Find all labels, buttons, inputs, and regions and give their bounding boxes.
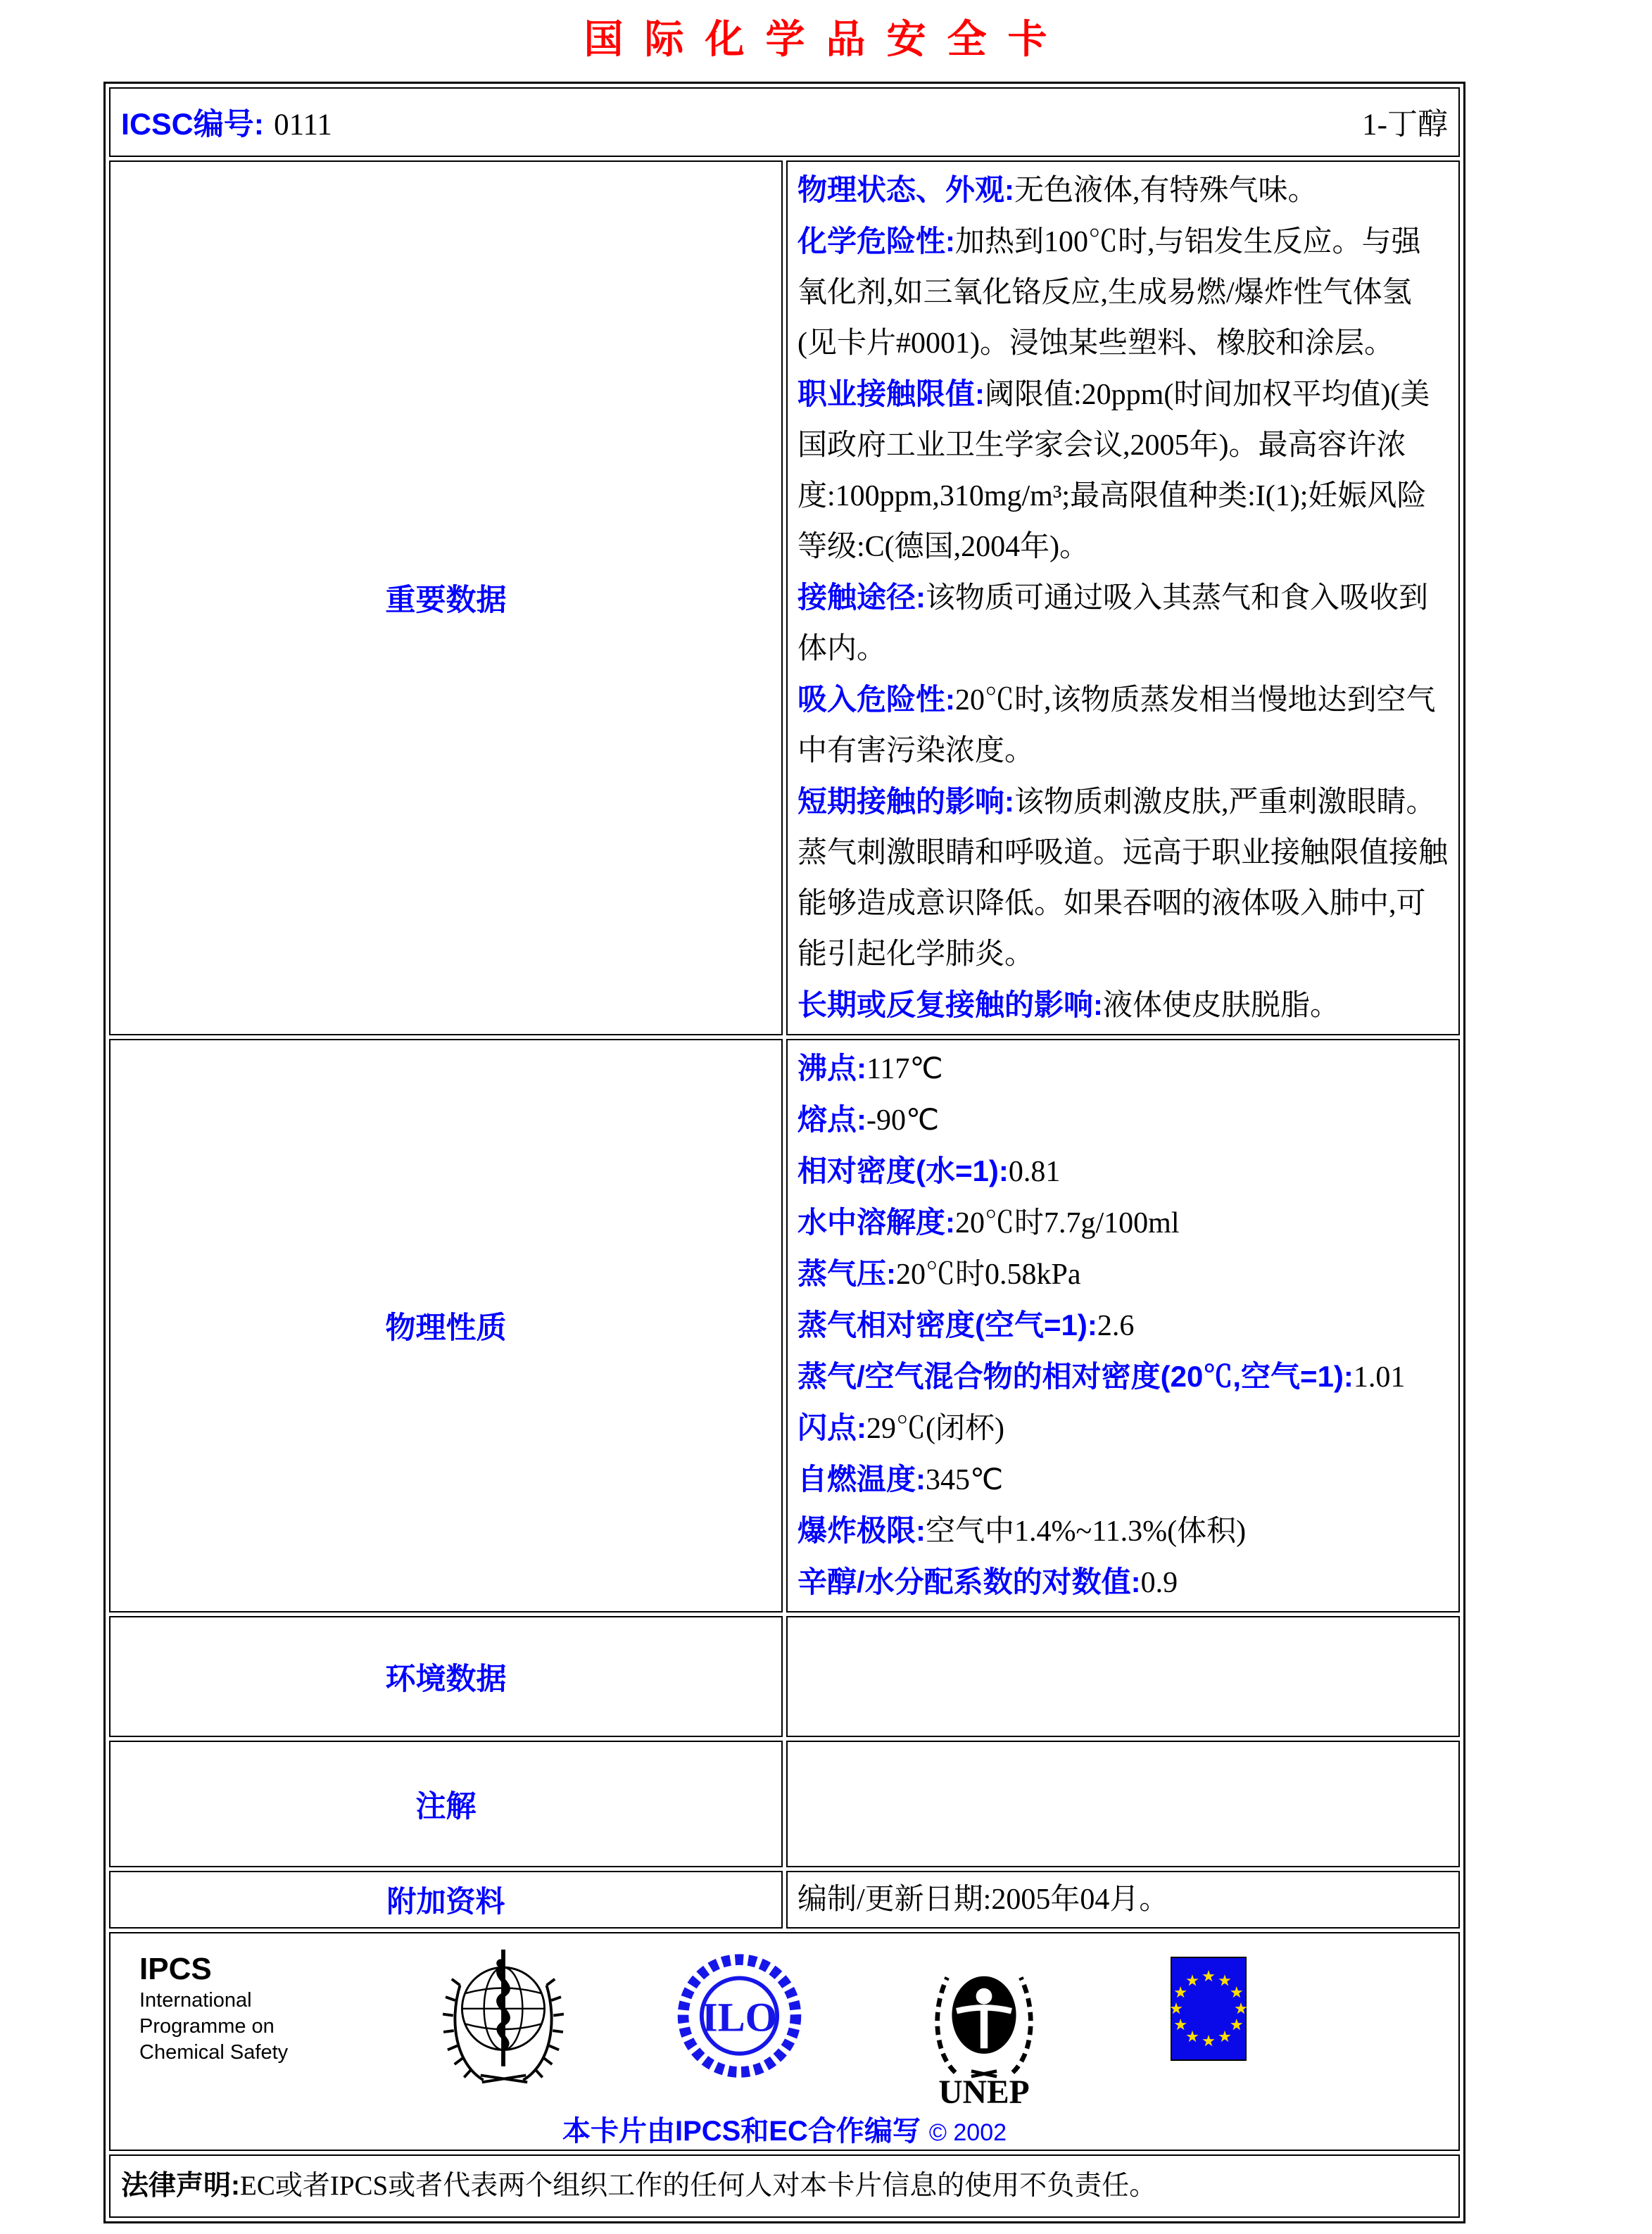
physical-property-item (797, 1197, 1449, 1249)
physical-property-item (797, 1094, 1449, 1146)
item-text: -90℃ (866, 1104, 940, 1137)
legal-notice-label: 法律声明: (121, 2171, 240, 2201)
item-text: 液体使皮肤脱脂。 (1103, 990, 1340, 1022)
item-label: 物理状态、外观: (797, 173, 1014, 206)
icsc-number-value: 0111 (274, 108, 332, 141)
logos-cell (109, 1932, 1460, 2151)
unep-label: UNEP (938, 2074, 1030, 2106)
important-data-item (797, 216, 1449, 369)
icsc-card-table (103, 82, 1465, 2223)
item-text: 该物质可通过吸入其蒸气和食入吸收到体内。 (797, 582, 1429, 665)
item-text: 20℃时0.58kPa (896, 1258, 1081, 1291)
logos-row (109, 1932, 1460, 2151)
important-data-item (797, 369, 1449, 572)
physical-property-item (797, 1043, 1449, 1094)
legal-notice-text: EC或者IPCS或者代表两个组织工作的任何人对本卡片信息的使用不负责任。 (240, 2171, 1157, 2201)
important-data-item (797, 776, 1449, 980)
physical-properties-cell (786, 1039, 1460, 1613)
physical-property-item (797, 1506, 1449, 1557)
header-row (109, 87, 1460, 157)
important-data-row (109, 160, 1460, 1035)
item-label: 长期或反复接触的影响: (797, 988, 1103, 1021)
notes-row (109, 1741, 1460, 1867)
item-text: 加热到100℃时,与铝发生反应。与强氧化剂,如三氧化铬反应,生成易燃/爆炸性气体氢(见卡片#0001)。浸蚀某些塑料、橡胶和涂层。 (797, 226, 1421, 360)
item-text: 29℃(闭杯) (866, 1413, 1004, 1445)
item-label: 爆炸极限: (797, 1514, 926, 1547)
environmental-data-row (109, 1616, 1460, 1737)
row-label-additional-info: 附加资料 (109, 1871, 783, 1929)
additional-info-row (109, 1871, 1460, 1929)
item-label: 闪点: (797, 1411, 866, 1444)
unep-icon (914, 1945, 1054, 2106)
ipcs-block (139, 1945, 351, 2066)
item-text: 0.9 (1140, 1567, 1178, 1599)
item-text: 1.01 (1353, 1361, 1406, 1394)
important-data-item (797, 980, 1449, 1031)
physical-property-item (797, 1403, 1449, 1454)
physical-property-item (797, 1454, 1449, 1506)
page-title: 国际化学品安全卡 (584, 18, 1068, 62)
item-label: 蒸气/空气混合物的相对密度(20℃,空气=1): (797, 1360, 1354, 1393)
item-text: 345℃ (926, 1464, 1004, 1496)
caption-text: 本卡片由IPCS和EC合作编写 (562, 2116, 921, 2147)
important-data-item (797, 165, 1449, 216)
icsc-number-label: ICSC编号: (121, 108, 265, 141)
physical-property-item (797, 1249, 1449, 1300)
item-label: 化学危险性: (797, 225, 955, 258)
physical-property-item (797, 1300, 1449, 1351)
ipcs-line: Chemical Safety (139, 2041, 289, 2064)
important-data-item (797, 572, 1449, 674)
footer-caption (111, 2109, 1458, 2149)
legal-cell (109, 2154, 1460, 2218)
item-text: 0.81 (1008, 1156, 1061, 1188)
row-label-important-data: 重要数据 (109, 160, 783, 1035)
item-label: 接触途径: (797, 581, 926, 614)
copyright: © 2002 (928, 2119, 1007, 2146)
item-text: 20℃时,该物质蒸发相当慢地达到空气中有害污染浓度。 (797, 684, 1436, 767)
item-label: 相对密度(水=1): (797, 1154, 1009, 1187)
item-label: 蒸气相对密度(空气=1): (797, 1308, 1097, 1342)
row-label-notes: 注解 (109, 1741, 783, 1867)
important-data-item (797, 674, 1449, 776)
icsc-number-group (121, 101, 332, 144)
item-text: 该物质刺激皮肤,严重刺激眼睛。蒸气刺激眼睛和呼吸道。远高于职业接触限值接触能够造成意识降低。如果吞咽的液体吸入肺中,可能引起化学肺炎。 (797, 786, 1449, 971)
ilo-icon (671, 1945, 808, 2090)
item-text: 20℃时7.7g/100ml (955, 1207, 1180, 1239)
physical-property-item (797, 1351, 1449, 1403)
item-label: 熔点: (797, 1103, 866, 1136)
item-label: 自燃温度: (797, 1463, 926, 1496)
item-label: 蒸气压: (797, 1257, 896, 1290)
physical-property-item (797, 1557, 1449, 1608)
ipcs-line: International (139, 1989, 252, 2012)
item-label: 水中溶解度: (797, 1206, 955, 1239)
who-icon (435, 1945, 572, 2090)
legal-row (109, 2154, 1460, 2218)
item-label: 辛醇/水分配系数的对数值: (797, 1565, 1141, 1598)
item-text: 117℃ (866, 1053, 943, 1085)
item-label: 职业接触限值: (797, 377, 985, 410)
ipcs-acronym: IPCS (139, 1952, 212, 1986)
item-text: 阈限值:20ppm(时间加权平均值)(美国政府工业卫生学家会议,2005年)。最高容许浓度:100ppm,310mg/m³;最高限值种类:I(1);妊娠风险等级:C(德国,2004年)。 (797, 379, 1430, 563)
ilo-label: ILO (701, 1994, 778, 2040)
additional-info-text: 编制/更新日期:2005年04月。 (786, 1871, 1460, 1929)
ipcs-line: Programme on (139, 2015, 275, 2038)
item-text: 无色液体,有特殊气味。 (1014, 175, 1318, 207)
notes-cell (786, 1741, 1460, 1867)
item-text: 2.6 (1097, 1310, 1135, 1342)
eu-flag-icon (1171, 1957, 1247, 2061)
item-text: 空气中1.4%~11.3%(体积) (926, 1515, 1247, 1548)
important-data-cell (786, 160, 1460, 1035)
row-label-environmental-data: 环境数据 (109, 1616, 783, 1737)
physical-properties-row (109, 1039, 1460, 1613)
row-label-physical-properties: 物理性质 (109, 1039, 783, 1613)
chemical-name: 1-丁醇 (1362, 108, 1448, 141)
physical-property-item (797, 1146, 1449, 1197)
item-label: 沸点: (797, 1052, 866, 1085)
item-label: 短期接触的影响: (797, 785, 1014, 818)
item-label: 吸入危险性: (797, 683, 955, 716)
environmental-data-cell (786, 1616, 1460, 1737)
